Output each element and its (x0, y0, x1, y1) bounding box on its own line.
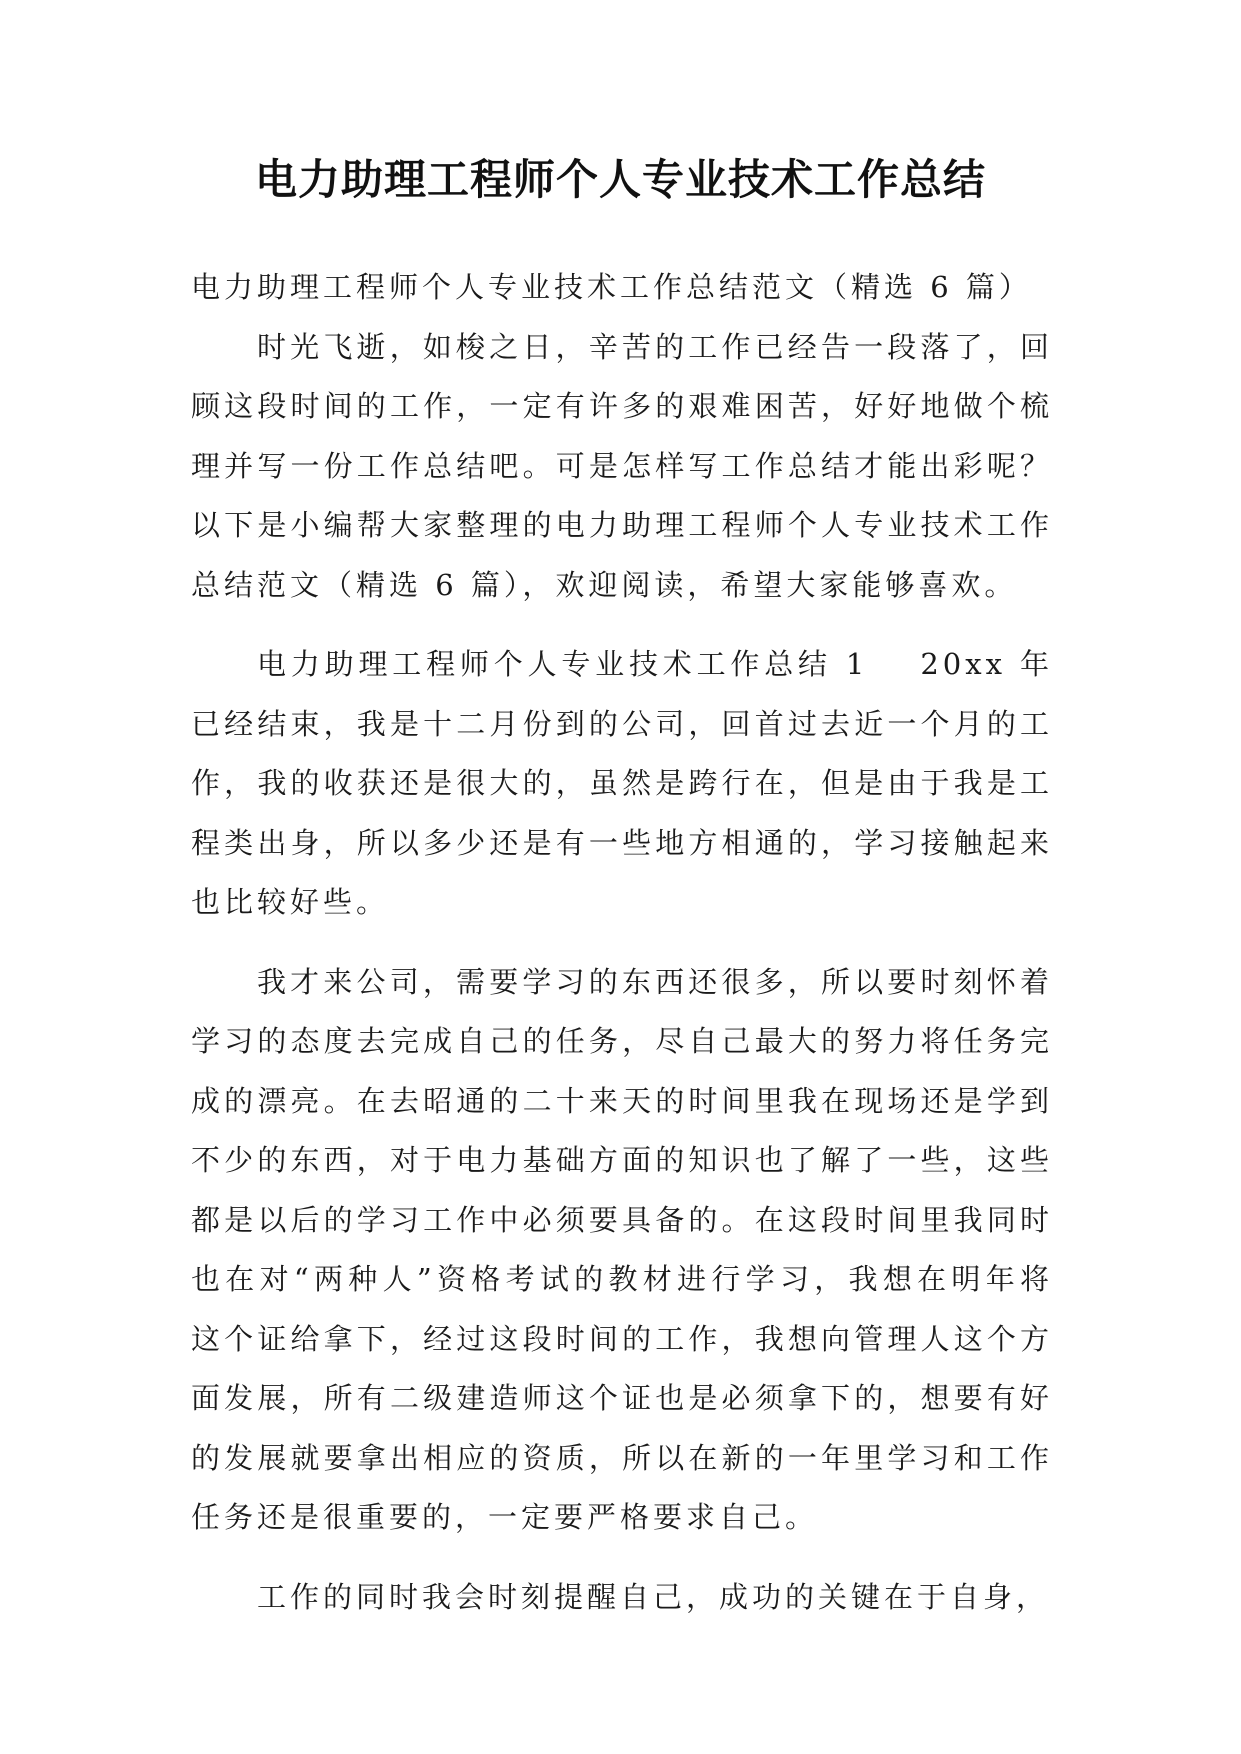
body-paragraph-4: 工作的同时我会时刻提醒自己，成功的关键在于自身， (257, 1579, 1050, 1614)
section-1-heading: 电力助理工程师个人专业技术工作总结 1 (257, 647, 869, 681)
document-body (191, 258, 1053, 1627)
section-1-paragraph (191, 635, 1053, 933)
section-1-text: 20xx 年已经结束，我是十二月份到的公司，回首过去近一个月的工作，我的收获还是很大的，虽然是跨行在，但是由于我是工程类出身，所以多少还是有一些地方相通的，学习接触起来也比较好些。 (191, 647, 1053, 919)
intro-paragraph: 时光飞逝，如梭之日，辛苦的工作已经告一段落了，回顾这段时间的工作，一定有许多的艰难困苦，好好地做个梳理并写一份工作总结吧。可是怎样写工作总结才能出彩呢？以下是小编帮大家整理的电力助理工程师个人专业技术工作总结范文（精选 6 篇），欢迎阅读，希望大家能够喜欢。 (191, 329, 1053, 602)
body-paragraph-3: 我才来公司，需要学习的东西还很多，所以要时刻怀着学习的态度去完成自己的任务，尽自己最大的努力将任务完成的漂亮。在去昭通的二十来天的时间里我在现场还是学到不少的东西，对于电力基础方面的知识也了解了一些，这些都是以后的学习工作中必须要具备的。在这段时间里我同时也在对“两种人”资格考试的教材进行学习，我想在明年将这个证给拿下，经过这段时间的工作，我想向管理人这个方面发展，所有二级建造师这个证也是必须拿下的，想要有好的发展就要拿出相应的资质，所以在新的一年里学习和工作任务还是很重要的，一定要严格要求自己。 (191, 964, 1053, 1534)
document-title: 电力助理工程师个人专业技术工作总结 (254, 155, 986, 204)
document-subtitle: 电力助理工程师个人专业技术工作总结范文（精选 6 篇） (191, 270, 1032, 304)
